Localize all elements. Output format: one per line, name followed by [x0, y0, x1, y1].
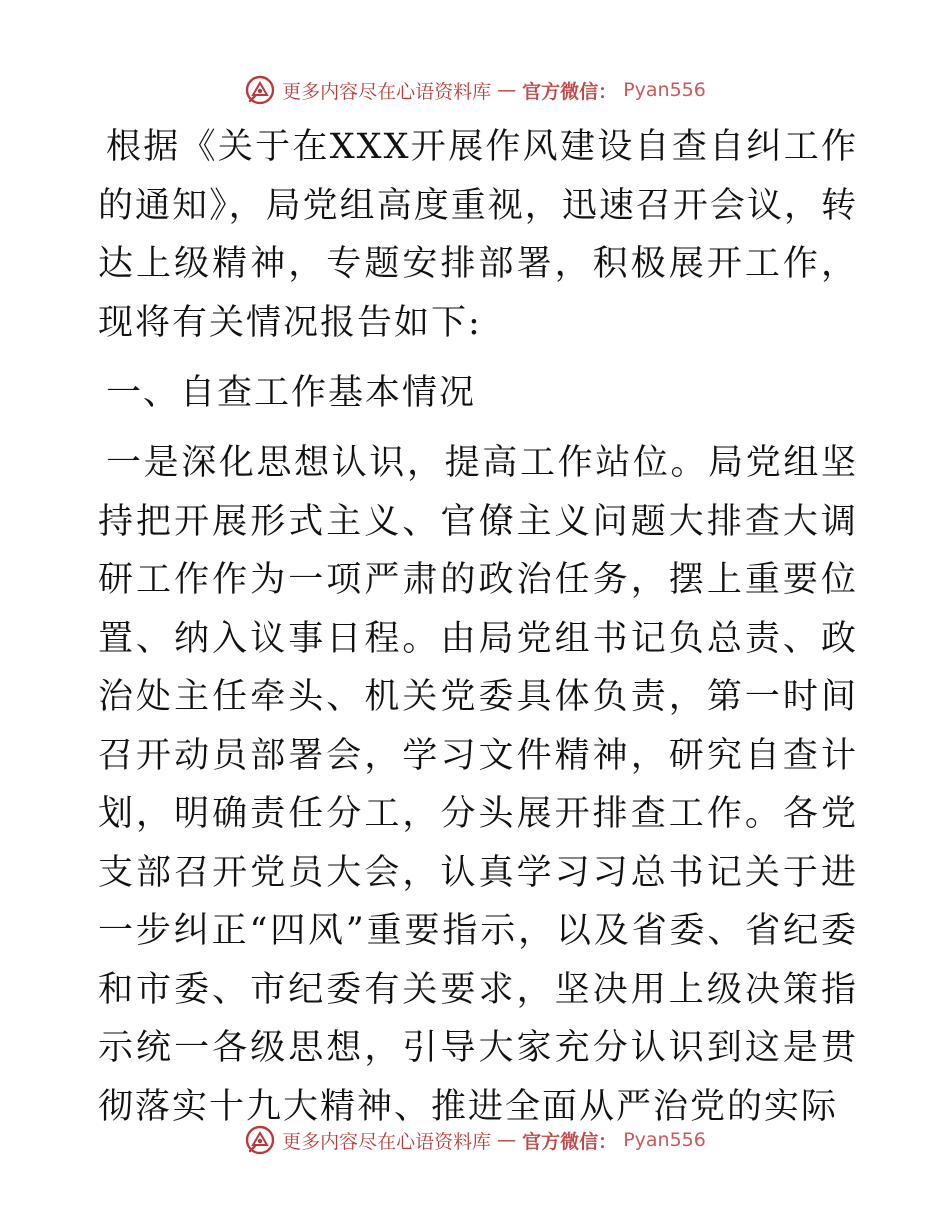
watermark-dash: — — [497, 1129, 517, 1151]
watermark-contact-label: 官方微信： — [522, 1130, 618, 1153]
body-paragraph: 一是深化思想认识，提高工作站位。局党组坚持把开展形式主义、官僚主义问题大排查大调研工作作为一项严肃的政治任务，摆上重要位置、纳入议事日程。由局党组书记负总责、政治处主任牵头、机关党委具体负责，第一时间召开动员部署会，学习文件精神，研究自查计划，明确责任分工，分头展开排查工作。各党支部召开党员大会，认真学习习总书记关于进一步纠正“四风”重要指示，以及省委、省纪委和市委、市纪委有关要求，坚决用上级决策指示统一各级思想，引导大家充分认识到这是贯彻落实十九大精神、推进全面从严治党的实际 — [98, 443, 858, 1127]
watermark-header — [0, 70, 950, 110]
watermark-footer — [0, 1120, 950, 1160]
watermark-dash: — — [497, 79, 517, 101]
watermark-handle: Pyan556 — [623, 79, 706, 101]
section-heading: 一、自查工作基本情况 — [106, 373, 477, 413]
watermark-contact-label: 官方微信： — [522, 80, 618, 103]
chat-bubble-logo-icon — [244, 1124, 276, 1156]
watermark-text: 更多内容尽在心语资料库 — [282, 1130, 492, 1153]
document-body — [98, 118, 858, 1136]
chat-bubble-logo-icon — [244, 74, 276, 106]
intro-paragraph: 根据《关于在XXX开展作风建设自查自纠工作的通知》，局党组高度重视，迅速召开会议，转达上级精神，专题安排部署，积极展开工作，现将有关情况报告如下: — [98, 127, 858, 343]
watermark-text: 更多内容尽在心语资料库 — [282, 80, 492, 103]
watermark-handle: Pyan556 — [623, 1129, 706, 1151]
